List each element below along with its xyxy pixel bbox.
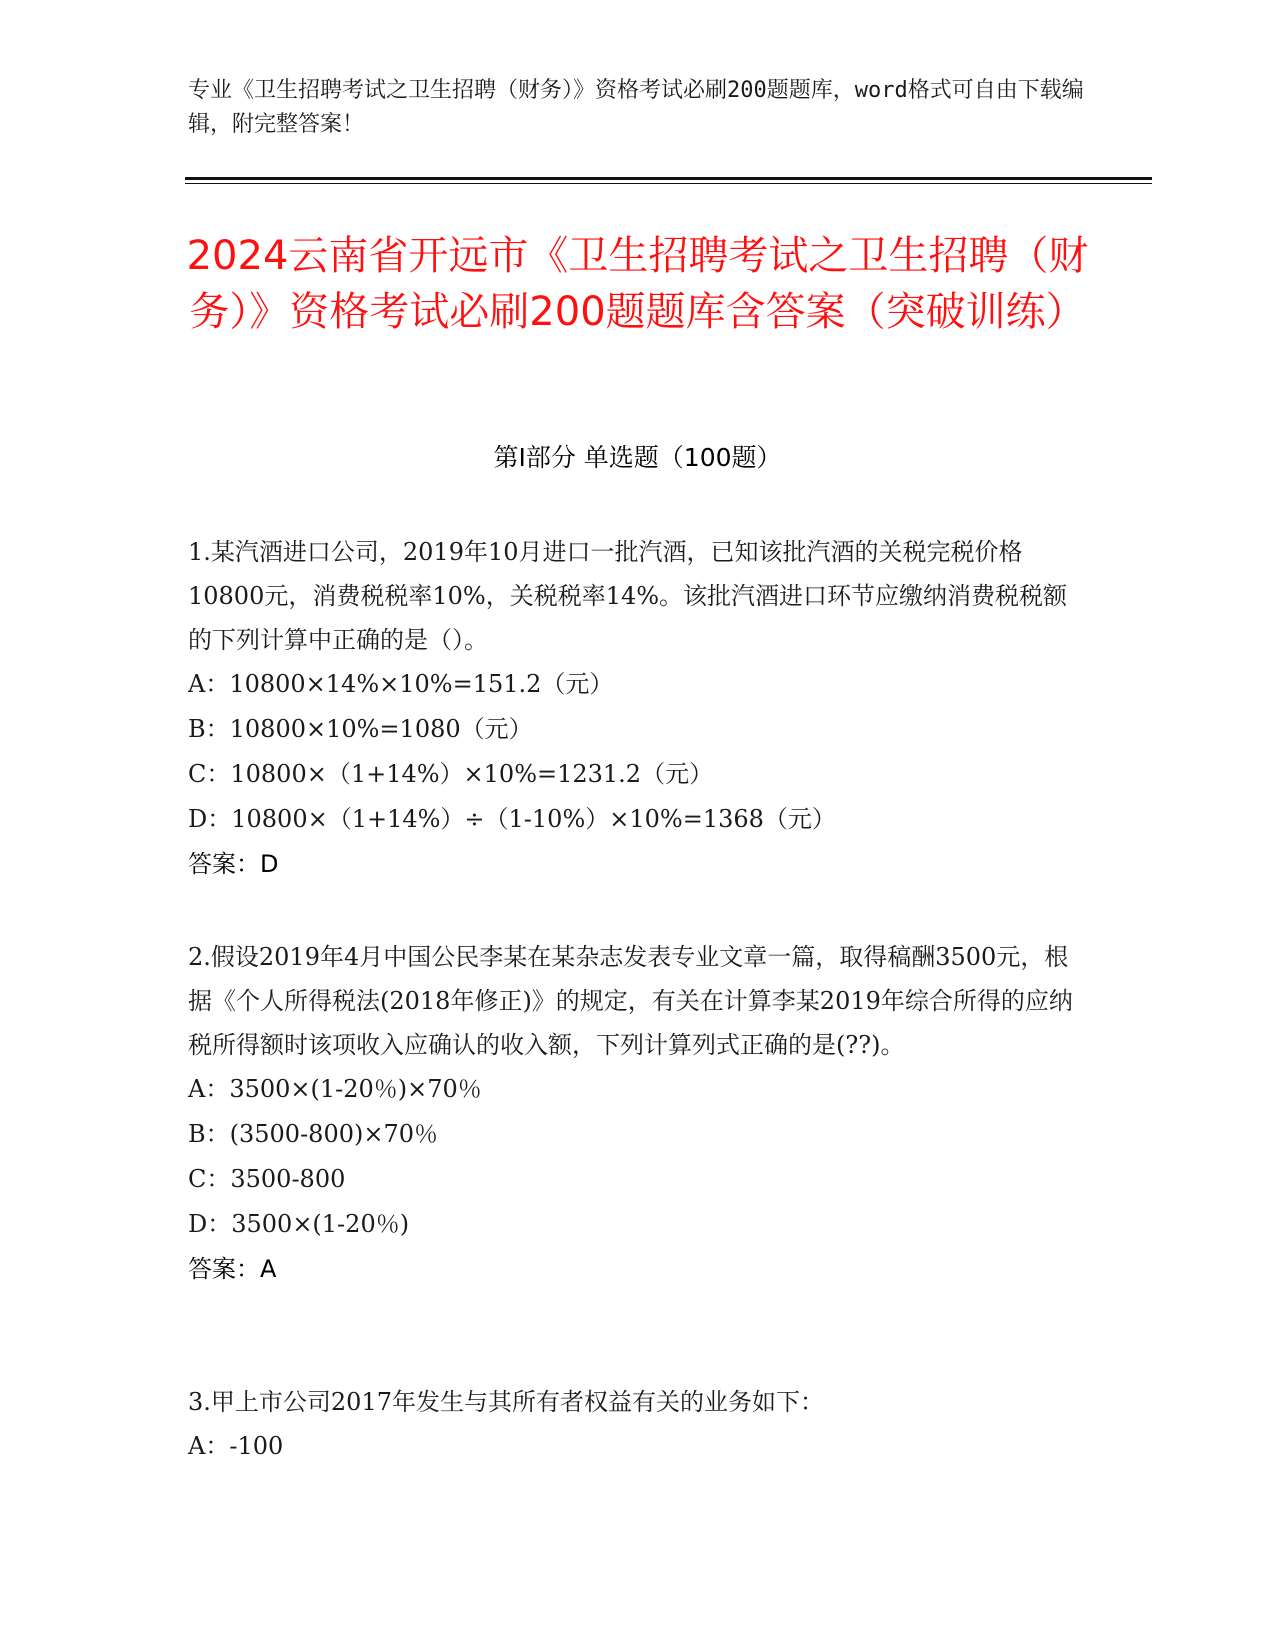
question-option-d: D：10800×（1+14%）÷（1-10%）×10%=1368（元） [188, 805, 836, 833]
question-option-a: A：-100 [188, 1432, 284, 1460]
question-option-a: A：3500×(1-20％)×70％ [188, 1075, 482, 1103]
header-divider-thick [185, 177, 1152, 180]
question-1 [188, 530, 1088, 887]
question-answer: 答案：D [188, 850, 279, 878]
question-option-b: B：10800×10%=1080（元） [188, 715, 533, 743]
question-option-a: A：10800×14%×10%=151.2（元） [188, 670, 614, 698]
question-option-c: C：10800×（1+14%）×10%=1231.2（元） [188, 760, 714, 788]
question-answer: 答案：A [188, 1255, 277, 1283]
header-note: 专业《卫生招聘考试之卫生招聘（财务）》资格考试必刷200题题库，word格式可自由下载编辑，附完整答案！ [188, 78, 1084, 137]
question-stem: 3.甲上市公司2017年发生与其所有者权益有关的业务如下： [188, 1388, 824, 1416]
question-stem: 2.假设2019年4月中国公民李某在某杂志发表专业文章一篇，取得稿酬3500元，根据《个人所得税法(2018年修正)》的规定，有关在计算李某2019年综合所得的应纳税所得额时该项收入应确认的收入额，下列计算列式正确的是(??)。 [188, 943, 1073, 1059]
question-3 [188, 1380, 1088, 1469]
question-2 [188, 935, 1088, 1292]
header-divider-thin [185, 183, 1152, 184]
question-option-d: D：3500×(1-20％) [188, 1210, 410, 1238]
question-option-c: C：3500-800 [188, 1165, 346, 1193]
document-title: 2024云南省开远市《卫生招聘考试之卫生招聘（财务）》资格考试必刷200题题库含答案（突破训练） [186, 233, 1089, 335]
question-option-b: B：(3500-800)×70％ [188, 1120, 439, 1148]
section-heading: 第Ⅰ部分 单选题（100题） [493, 443, 782, 472]
question-stem: 1.某汽酒进口公司，2019年10月进口一批汽酒，已知该批汽酒的关税完税价格10800元，消费税税率10%，关税税率14%。该批汽酒进口环节应缴纳消费税税额的下列计算中正确的是（）。 [188, 538, 1068, 654]
